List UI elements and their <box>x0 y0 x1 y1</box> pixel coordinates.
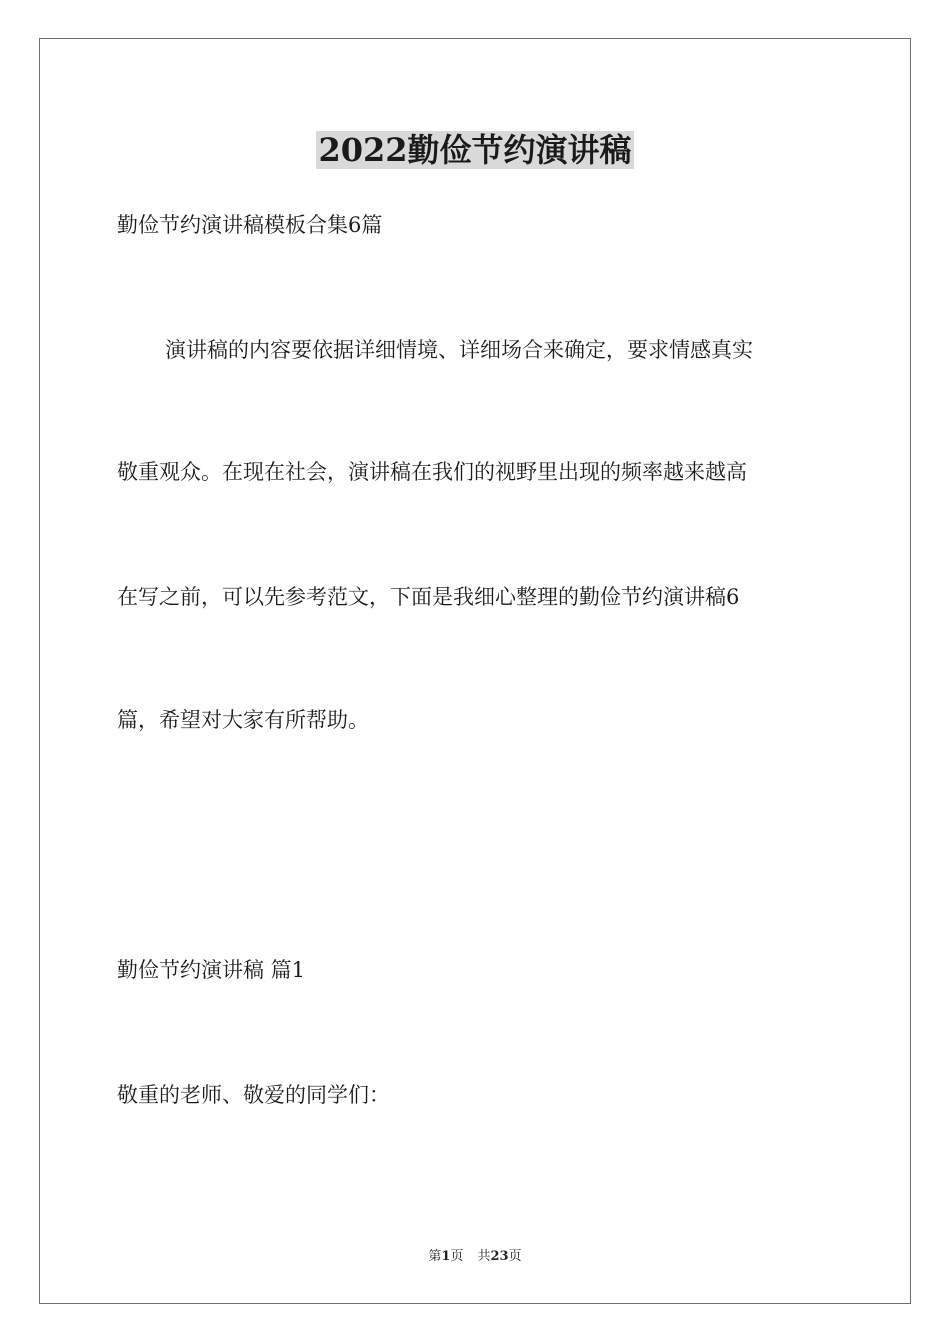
document-title <box>0 130 950 170</box>
page-prefix: 第 <box>428 1249 442 1264</box>
total-suffix: 页 <box>508 1249 522 1264</box>
document-subtitle: 勤俭节约演讲稿模板合集6篇 <box>117 213 383 237</box>
intro-line-2: 敬重观众。在现在社会，演讲稿在我们的视野里出现的频率越来越高 <box>117 460 747 484</box>
page-number: 1 <box>441 1249 451 1264</box>
total-pages: 23 <box>490 1249 509 1264</box>
section-heading: 勤俭节约演讲稿 篇1 <box>117 958 306 982</box>
intro-line-4: 篇，希望对大家有所帮助。 <box>117 708 369 732</box>
title-text: 2022勤俭节约演讲稿 <box>318 131 632 169</box>
salutation: 敬重的老师、敬爱的同学们： <box>117 1083 390 1107</box>
total-prefix: 共 <box>477 1249 491 1264</box>
page-footer <box>0 1248 950 1266</box>
page-suffix: 页 <box>450 1249 464 1264</box>
intro-line-1: 演讲稿的内容要依据详细情境、详细场合来确定，要求情感真实 <box>165 338 753 362</box>
intro-line-3: 在写之前，可以先参考范文，下面是我细心整理的勤俭节约演讲稿6 <box>117 585 740 609</box>
